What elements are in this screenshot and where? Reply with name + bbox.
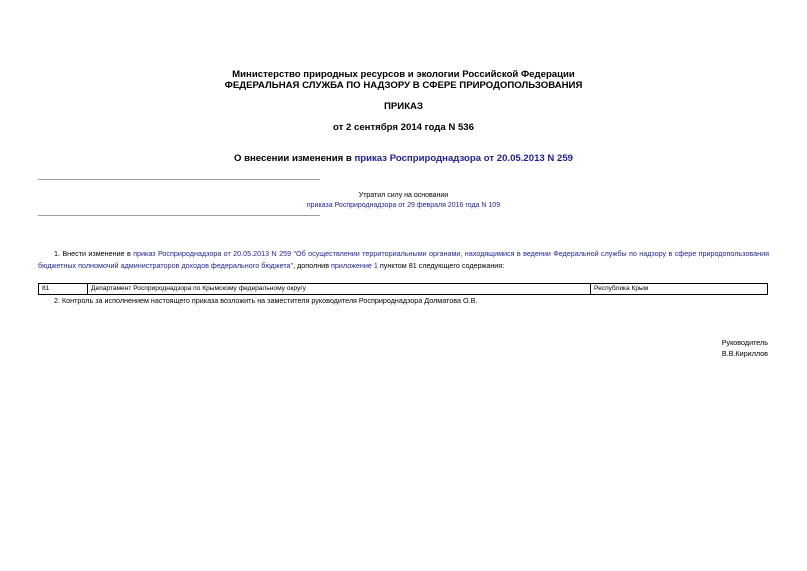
ministry-name: Министерство природных ресурсов и экологии Российской Федерации (232, 69, 575, 80)
row-number: 81 (39, 284, 88, 295)
signature-name: В.В.Кириллов (721, 349, 768, 358)
signature-position: Руководитель (721, 338, 768, 347)
appendix-table (38, 283, 768, 295)
document-title (0, 153, 807, 164)
row-region: Республика Крым (591, 284, 768, 295)
document-type: ПРИКАЗ (384, 101, 423, 112)
validity-note: Утратил силу на основании (358, 192, 449, 199)
divider-top (38, 179, 320, 180)
paragraph-1 (38, 248, 769, 271)
divider-bottom (38, 215, 320, 216)
row-department: Департамент Росприроднадзора по Крымскому федеральному округу (88, 284, 591, 295)
p1-suffix: пунктом 81 следующего содержания: (377, 260, 505, 270)
validity-link[interactable]: приказа Росприроднадзора от 29 февраля 2016 года N 109 (306, 202, 501, 209)
p1-appendix-link[interactable]: приложение 1 (331, 260, 378, 270)
document-date-number: от 2 сентября 2014 года N 536 (333, 122, 474, 133)
paragraph-2: 2. Контроль за исполнением настоящего приказа возложить на заместителя руководителя Росприроднадзора Долматова О.В. (54, 296, 478, 305)
title-link[interactable]: приказ Росприроднадзора от 20.05.2013 N 259 (354, 153, 574, 164)
p1-order-link[interactable]: приказ Росприроднадзора от 20.05.2013 N 259 "Об осуществлении территориальными органами, находящимися в ведении Федеральной службы по надзору в сфере природопользования бюджетных полномочий администраторов доходов федерального бюджета" (38, 249, 769, 270)
service-name: ФЕДЕРАЛЬНАЯ СЛУЖБА ПО НАДЗОРУ В СФЕРЕ ПРИРОДОПОЛЬЗОВАНИЯ (224, 80, 583, 91)
p1-prefix: 1. Внести изменение в (54, 249, 134, 258)
p1-middle: , дополнив (293, 260, 332, 270)
title-prefix: О внесении изменения в (233, 153, 355, 164)
table-row (39, 284, 768, 295)
